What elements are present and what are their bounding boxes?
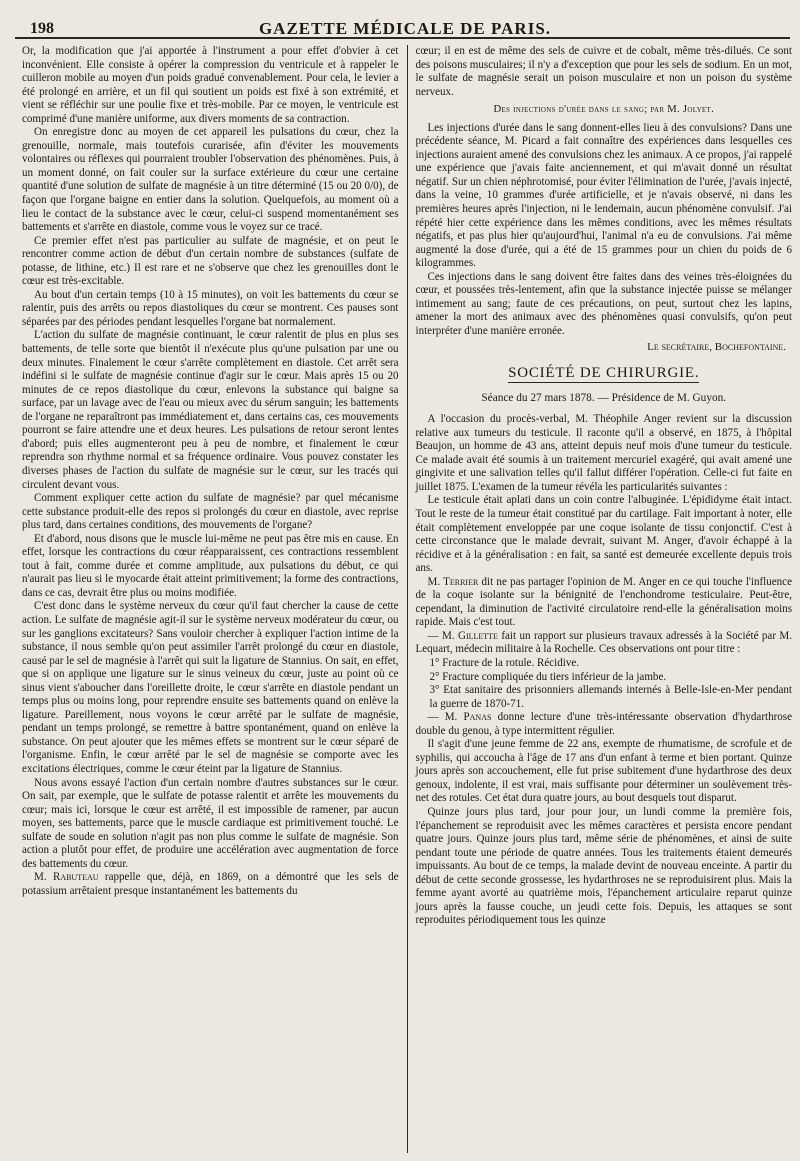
- paragraph: [22, 45, 399, 126]
- dash-lead: —: [427, 629, 442, 642]
- paragraph: [22, 235, 399, 289]
- paragraph-text: Ce premier effet n'est pas particulier au sulfate de magnésie, et on peut le rencontrer comme action de début d'un certain nombre de substances (sulfate de potasse, de lithine, etc.) Il est rare et ne s'observe que chez les grenouilles dont le cœur est très-excitable.: [22, 234, 399, 288]
- speaker-name: M. Gillette: [441, 629, 498, 642]
- paragraph: [416, 806, 793, 928]
- paragraph: [416, 122, 793, 271]
- paragraph: [22, 289, 399, 330]
- paragraph: [416, 413, 793, 494]
- paragraph-text: Comment expliquer cette action du sulfate de magnésie? par quel mécanisme cette substance produit-elle des repos si prolongés du cœur en diastole, avec reprise plus tard, dans certaines conditions, des mouvements de l'organe?: [22, 492, 399, 532]
- signature-prefix: Le secrétaire,: [647, 341, 715, 354]
- signature-name: Bochefontaine.: [714, 341, 786, 354]
- paragraph: [22, 492, 399, 533]
- paragraph-text: Les injections d'urée dans le sang donnent-elles lieu à des convulsions? Dans une précédente séance, M. Picard a fait connaître des expériences dans lesquelles ces injections auraient amené des convulsions chez les animaux. A ce propos, j'ai rappelé une expérience que j'avais faite anciennement, et qui m'avait donné un résultat négatif. Sur un chien néphrotomisé, pour éviter l'élimination de l'urée, j'avais injecté, dans la veine, 10 grammes d'urée artificielle, et je n'avais observé, ni dans les premières heures après l'injection, ni le lendemain, aucun phénomène convulsif. J'ai répété hier cette expérience dans les mêmes conditions, avec les mêmes résultats négatifs, et pas plus hier qu'aujourd'hui, l'animal n'a eu de convulsions. J'ai même augmenté la dose d'urée, qui a été de 15 grammes pour un chien du poids de 6 kilogrammes.: [415, 121, 792, 270]
- page-number: 198: [30, 20, 54, 37]
- paragraph-text: Or, la modification que j'ai apportée à l'instrument a pour effet d'obvier à cet inconvénient. Elle consiste à opérer la compression du ventricule et à rappeler le cuilleron mobile au moyen d'un poids gradué convenablement. Pour cela, le levier a été prolongé en arrière, et un fil qui soutient un poids est fixé à son extrémité, et vient se réfléchir sur une poulie fixe et très-mobile. Par ce moyen, le ventricule est comprimé d'une manière uniforme, aux divers moments de sa contraction.: [22, 45, 399, 125]
- paragraph: [22, 777, 399, 872]
- journal-title: GAZETTE MÉDICALE DE PARIS.: [258, 19, 552, 38]
- paragraph-text: Au bout d'un certain temps (10 à 15 minutes), on voit les battements du cœur se ralentir, puis des arrêts ou repos diastoliques du cœur se montrent. Ces pauses sont séparées par des périodes pendant lesquelles l'organe bat normalement.: [22, 288, 399, 328]
- dash-lead: —: [427, 711, 445, 724]
- paragraph-text: L'action du sulfate de magnésie continuant, le cœur ralentit de plus en plus ses battements, de telle sorte que bientôt il n'exécute plus qu'une pulsation par une ou deux minutes. Finalement le cœur s'arrête complètement en diastole. Cet arrêt sera indéfini si le sulfate de magnésie continue d'agir sur le cœur. Mais après 15 ou 20 minutes de ce repos diastolique du cœur, enlevons la substance qui baigne sa surface, par un lavage avec de l'eau ou mieux avec du sérum sanguin; les battements de l'organe ne reparaîtront pas immédiatement et, dans certains cas, ces mouvements pourront se faire attendre une et deux heures. Les pulsations de retour seront lentes d'abord; puis elles augmenteront peu à peu de nombre, et finalement le cœur reprendra son rhythme normal et sa fréquence ordinaire. Vous pouvez constater les diverses phases de l'action du sulfate de magnésie sur le cœur, sur les tracés qui circulent devant vous.: [22, 329, 399, 491]
- paragraph: [416, 738, 793, 806]
- paragraph-text: rappelle que, déjà, en 1869, on a démontré que les sels de potassium arrêtaient presque instantanément les battements du: [22, 871, 399, 897]
- section-heading-uree: Des injections d'urée dans le sang; par M. Jolyet.: [493, 104, 715, 116]
- paragraph: [22, 871, 399, 898]
- paragraph: cœur; il en est de même des sels de cuivre et de cobalt, même très-dilués. Ce sont des poisons musculaires; il n'y a d'exception que pour les sels de sodium. En un mot, le sulfate de magnésie serait un poison musculaire et non un poison du système nerveux.: [415, 45, 792, 98]
- paragraph-text: Ces injections dans le sang doivent être faites dans des veines très-éloignées du cœur, et poussées très-lentement, afin que la substance injectée puisse se mélanger intimement au sang; faute de ces précautions, on peut, surtout chez les lapins, amener la mort des animaux avec des phénomènes quasi convulsifs, qu'on peut interpréter d'une manière erronée.: [415, 270, 792, 337]
- paragraph: [416, 494, 793, 575]
- paragraph-text: Nous avons essayé l'action d'un certain nombre d'autres substances sur le cœur. On sait, par exemple, que le sulfate de potasse ralentit et arrête les mouvements du cœur; mais ici, lorsque le cœur est arrêté, il est impossible de ramener, par aucun moyen, ses battements, parce que le muscle cardiaque est primitivement touché. Le sulfate de soude en solution n'agit pas non plus comme le sulfate de magnésie. Son action a plutôt pour effet, de produire une accélération avec augmentation de force des battements du cœur.: [22, 776, 399, 870]
- speaker-name: M. Panas: [444, 711, 492, 724]
- paragraph: [22, 329, 399, 492]
- left-column: [22, 45, 407, 1153]
- paragraph-text: donne lecture d'une très-intéressante observation d'hydarthrose double du genou, à type intermittent régulier.: [415, 711, 792, 737]
- paragraph-text: fait un rapport sur plusieurs travaux adressés à la Société par M. Lequart, médecin militaire à la Rochelle. Ces observations ont pour titre :: [415, 629, 792, 656]
- list-item: 2° Fracture compliquée du tiers inférieur de la jambe.: [429, 670, 667, 683]
- paragraph: [22, 126, 399, 234]
- right-column: [407, 45, 793, 1153]
- paragraph: [416, 711, 793, 738]
- society-heading: [416, 367, 793, 382]
- article-columns: [22, 45, 792, 1153]
- paragraph: [22, 600, 399, 776]
- paragraph-text: Le testicule était aplati dans un coin contre l'albuginée. L'épididyme était intact. Tout le reste de la tumeur était constitué par du cartilage. Fait important à noter, elle était complètement enveloppée par une coque isolante de tissu conjonctif. C'est à cette circonstance que le malade devrait, suivant M. Anger, d'avoir échappé à la récidive et à la généralisation : en fait, sa santé est demeurée excellente depuis trois ans.: [415, 494, 792, 575]
- paragraph: [22, 533, 399, 601]
- paragraph-text: C'est donc dans le système nerveux du cœur qu'il faut chercher la cause de cette action. Le sulfate de magnésie agit-il sur le système nerveux modérateur du cœur, ou sur les ganglions excitateurs? Sans vouloir chercher à expliquer l'action intime de la substance, il nous semble qu'on peut assimiler l'arrêt prolongé du cœur en diastole, causé par le sel de magnésie à l'arrêt qui suit la ligature de Stannius. On sait, en effet, que si on applique une ligature sur le sinus veineux du cœur, juste au point où ce sinus vient s'aboucher dans l'oreillette droite, le cœur s'arrête en diastole pendant un temps plus ou moins long, pour reprendre ensuite ses battements quand on enlève la ligature. Pareillement, nous voyons le cœur arrêté par le sulfate de magnésie, pendant un temps prolongé, se remettre à battre spontanément, quand on enlève la substance. On peut ajouter que les mêmes effets se montrent sur le cœur séparé de l'organisme. Enfin, le cœur arrêté par le sel de magnésie se comporte avec les excitations électriques, comme le cœur éteint par la ligature de Stannius.: [22, 600, 399, 775]
- paragraph: [416, 576, 793, 630]
- society-title: SOCIÉTÉ DE CHIRURGIE.: [508, 365, 700, 382]
- paragraph: [416, 271, 793, 339]
- paragraph-text: Quinze jours plus tard, jour pour jour, un lundi comme la première fois, l'épanchement se reproduisit avec les mêmes caractères et persista encore pendant quatre jours. Quinze jours plus tard, même série de phénomènes, et ainsi de suite pendant toute une période de quatre années. Tous les traitements étaient demeurés impuissants. Au bout de ce temps, la malade devint de nouveau enceinte. A partir du début de cette seconde grossesse, les hydarthroses ne se reproduisirent plus. Mais la femme ayant avorté au quatrième mois, l'épanchement articulaire reparut quinze jours après la fausse couche, un jeudi cette fois. Depuis, les attaques se sont reproduites périodiquement tous les quinze: [415, 805, 792, 927]
- secretary-signature: [416, 341, 787, 355]
- list-item: 3° Etat sanitaire des prisonniers allemands internés à Belle-Isle-en-Mer pendant la guerre de 1870-71.: [429, 684, 792, 710]
- header-rule: [15, 37, 790, 39]
- paragraph-text: Il s'agit d'une jeune femme de 22 ans, exempte de rhumatisme, de scrofule et de syphilis, qui accoucha à l'âge de 17 ans d'un enfant à terme et bien portant. Quinze jours après son accouchement, elle fut prise subitement d'une hydarthrose des deux genoux, indolente, il est vrai, mais suffisante pour déterminer un soulèvement très-net des rotules. Cet état dura quatre jours, au bout desquels tout disparut.: [415, 738, 792, 805]
- speaker-name: M. Terrier: [427, 575, 479, 588]
- paragraph-text: dit ne pas partager l'opinion de M. Anger en ce qui touche l'influence de la coque isolante sur la bénignité de l'enchondrome testiculaire. Peut-être, cependant, la diminution de l'activité circulatoire rend-elle la généralisation moins rapide. Mais c'est tout.: [415, 575, 792, 629]
- paragraph-text: Et d'abord, nous disons que le muscle lui-même ne peut pas être mis en cause. En effet, lorsque les contractions du cœur réapparaissent, ces contractions ressemblent tout à fait, comme durée et comme amplitude, aux pulsations du début, ce qui n'aurait pas lieu si le myocarde était atteint primitivement; la forme des contractions, dans ce cas, devrait être plus ou moins modifiée.: [22, 532, 399, 599]
- page-header: [20, 10, 790, 36]
- list-item: 1° Fracture de la rotule. Récidive.: [429, 656, 580, 669]
- paragraph-text: A l'occasion du procès-verbal, M. Théophile Anger revient sur la discussion relative aux tumeurs du testicule. Il raconte qu'il a observé, en 1875, à l'hôpital Beaujon, un homme de 43 ans, atteint depuis neuf mois d'une tumeur du testicule. Ce malade avait été soumis à un traitement mercuriel exagéré, qui avait amené une gingivite et une salivation telles qu'il fallut différer l'opération. Celle-ci fut faite en juillet 1875. L'examen de la tumeur révéla les particularités suivantes :: [415, 413, 792, 493]
- paragraph: [416, 630, 793, 657]
- speaker-name: M. Rabuteau: [34, 871, 99, 884]
- session-line: Séance du 27 mars 1878. — Présidence de M. Guyon.: [481, 391, 727, 404]
- paragraph-text: On enregistre donc au moyen de cet appareil les pulsations du cœur, chez la grenouille, normale, mais toutefois curarisée, afin d'éviter les mouvements volontaires ou réflexes qui pourraient troubler l'observation des phénomènes. Puis, à un moment donné, on fait couler sur la surface extérieure du cœur une certaine quantité d'une solution de sulfate de magnésie à un titre déterminé (15 ou 20 0/0), de façon que l'organe baigne en entier dans la solution. Quelquefois, au moment où a lieu le contact de la substance avec le cœur, celui-ci suspend momentanément ses battements et s'arrête en diastole, comme vous le voyez sur ce tracé.: [22, 126, 399, 234]
